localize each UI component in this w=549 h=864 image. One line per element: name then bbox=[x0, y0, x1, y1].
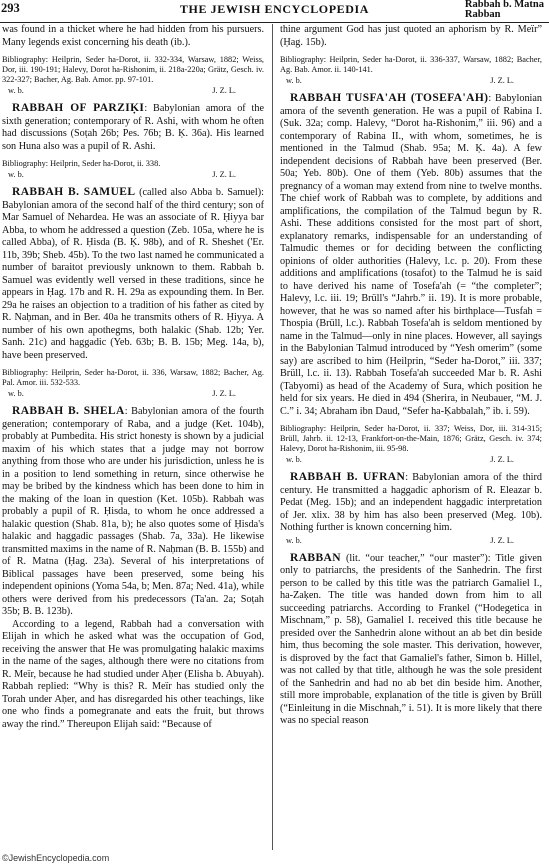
entry-title: RABBAH B. SHELA bbox=[12, 405, 125, 417]
entry-rabban bbox=[280, 552, 542, 728]
bibliography: Bibliography: Heilprin, Seder ha-Dorot, ii. 338. bbox=[2, 159, 161, 168]
signature-initials: w. b. bbox=[8, 86, 24, 95]
signature bbox=[2, 85, 264, 96]
bibliography: Bibliography: Heilprin, Seder ha-Dorot, ii. 337; Weiss, Dor, iii. 314-315; Brüll, Jahrb. ii. 12-13, Frankfort-on-the-Main, 1876; Grätz, Gesch. iv. 374; Halevy, Dorot ha-Rishonim, iii. 95-98. bbox=[280, 424, 542, 453]
entry-title: RABBAH TUSFA'AH (TOSEFA'AH) bbox=[290, 92, 489, 104]
entry-title: RABBAH B. UFRAN bbox=[290, 471, 406, 483]
left-column bbox=[2, 24, 264, 731]
signature-author: J. Z. L. bbox=[212, 86, 236, 95]
signature bbox=[280, 454, 542, 465]
column-divider bbox=[272, 24, 273, 850]
signature bbox=[2, 169, 264, 180]
running-head-line-2: Rabban bbox=[464, 9, 501, 20]
signature bbox=[2, 388, 264, 399]
signature-initials: w. b. bbox=[286, 76, 302, 85]
paragraph: was found in a thicket where he had hidden from his pursuers. Many legends exist concerning his death (ib.). bbox=[2, 24, 264, 48]
entry-rabbah-b-samuel bbox=[2, 186, 264, 362]
entry-text: : Babylonian amora of the seventh generation. He was a pupil of Rabina I. (Suk. 32a; comp. Halevy, “Dorot ha-Rishonim,” iii. 96) and a contemporary of Rabina II., with whom, sometimes, he is mentioned in the Talmud (Shab. 95a; M. Ḳ. 4a). A few independent decisions of Rabbah have been preserved (Ber. 50a; Yeb. 80b). One of them (Yeb. 80b) assumes that the pregnancy of a woman may extend from nine to twelve months. The chief work of Rabbah was to complete, by additions and amplifications, the compilation of the Talmud begun by R. Ashi. These additions consisted for the most part of short, explanatory remarks, indispensable for an understanding of Talmudic themes or for deciding between the conflicting opinions of older authorities (Halevy, l.c. p. 20). From these additions and amplifications (tosafot) to the Talmud he is said to have derived his name of Tosefa'ah (= “the completer”; Halevy, l.c. iii. 19; Brüll's “Jahrb.” ii. 19). It is more probable, however, that he was so named after his birthplace—Tusfah = Thospia (Brüll, l.c.). Rabbah Tosefa'ah is seldom mentioned by name in the Talmud—only in nine places. However, all sayings in the Babylonian Talmud introduced by “Yesh omerim” (some say) are ascribed to him (Heilprin, “Seder ha-Dorot,” iii. 337; Brüll, l.c. ii. 13). Rabbah Tosefa'ah succeeded Mar b. R. Ashi (Tabyomi) as head of the Academy of Sura, which position he held for six years. He died in 494 (Sherira, in Neubauer, “M. J. C.” i. 34; Abraham ibn Daud, “Sefer ha-Ḳabbalah,” ib. i. 59). bbox=[280, 93, 542, 417]
entry-rabbah-of-parziki bbox=[2, 102, 264, 153]
signature-author: J. Z. L. bbox=[490, 455, 514, 464]
entry-text: : Babylonian amora of the sixth generation; contemporary of R. Ashi, with whom he often had discussions (Soṭah 26b; Pes. 76b; B. Ḳ. 36a). His learned son Huna also was a pupil of R. Ashi. bbox=[2, 103, 264, 152]
entry-rabbah-b-shela bbox=[2, 405, 264, 619]
entry-title: RABBAH OF PARZIḲI bbox=[12, 102, 145, 114]
entry-text: : Babylonian amora of the third century. He transmitted a haggadic aphorism of R. Eleazar b. Pedat (Meg. 15b); and an independent haggadic interpretation of Jer. xlix. 38 by him has also been preserved (Meg. 10b). Nothing further is known concerning him. bbox=[280, 472, 542, 533]
signature bbox=[280, 75, 542, 86]
bibliography: Bibliography: Heilprin, Seder ha-Dorot, ii. 336, Warsaw, 1882; Bacher, Ag. Pal. Amor. iii. 532-533. bbox=[2, 368, 264, 387]
page-header bbox=[0, 0, 549, 24]
entry-text: (lit. “our teacher,” “our master”): Title given only to patriarchs, the presidents of the Sanhedrin. The first person to be called by this title was the patriarch Gamaliel I., ha-Zaḳen. The title was handed down from him to all succeeding patriarchs. According to Frankel (“Hodegetica in Mischnam,” p. 58), Gamaliel I. received this title because he presided over the Sanhedrin alone without an ab bet din beside him, thus becoming the sole master. This derivation, however, is disproved by the fact that Gamaliel's father, Simon b. Hillel, was not called by that title, although he was the sole president of the Sanhedrin and had no ab bet din beside him. Another, still more improbable, explanation of the title is given by Brüll (“Einleitung in die Mischnah,” i. 51). It is more likely that there was no special reason bbox=[280, 552, 542, 726]
entry-rabbah-tusfaah bbox=[280, 92, 542, 418]
right-column bbox=[280, 24, 542, 728]
running-head bbox=[465, 0, 544, 20]
running-head-line-1: Rabbah b. Matna bbox=[464, 0, 544, 10]
signature-initials: w. b. bbox=[286, 455, 302, 464]
signature-author: J. Z. L. bbox=[212, 389, 236, 398]
running-title: THE JEWISH ENCYCLOPEDIA bbox=[179, 2, 370, 16]
entry-rabbah-b-ufran bbox=[280, 471, 542, 535]
entry-text: (called also Abba b. Samuel): Babylonian amora of the second half of the third century; son of Mar Samuel of Nehardea. He was an associate of R. Ḥiyya bar Abba, to whom he addressed a question (Zeb. 105a, where he is called Abba), of R. Ḥisda (B. Ḳ. 98b), and of R. Sheshet ('Er. 11b, 39b; Sheb. 45b). To the two last named he communicated a number of baraitot previously unknown to them. Rabbah b. Samuel was evidently well versed in these traditions, since he appears in Ḥag. 17b and R. H. 29a as expounding them. In Ber. 29a he raises an objection to a tradition of his father as cited by R. Naḥman, and in Ber. 40a he transmits others of R. Ḥiyya. A number of his own apothegms, both halakic (Shab. 12b; Yer. Sanh. 21c) and haggadic (Yeb. 63b; B. B. 15b; Meg. 14a, b), have been preserved. bbox=[2, 187, 264, 361]
footer-text: JewishEncyclopedia.com bbox=[8, 853, 110, 863]
entry-title: RABBAH B. SAMUEL bbox=[12, 186, 136, 198]
signature-author: J. Z. L. bbox=[490, 76, 514, 85]
page-number: 293 bbox=[1, 1, 20, 15]
signature bbox=[280, 535, 542, 546]
entry-title: RABBAN bbox=[290, 551, 341, 564]
signature-initials: w. b. bbox=[8, 170, 24, 179]
paragraph: thine argument God has just quoted an aphorism by R. Meïr” (Ḥag. 15b). bbox=[280, 24, 542, 48]
signature-author: J. Z. L. bbox=[490, 535, 514, 545]
bibliography: Bibliography: Heilprin, Seder ha-Dorot, ii. 332-334, Warsaw, 1882; Weiss, Dor, iii. 190-191; Halevy, Dorot ha-Rishonim, ii. 218a-220a; Grätz, Gesch. iv. 322-327; Bacher, Ag. Bab. Amor. pp. 97-101. bbox=[2, 55, 264, 84]
entry-text: : Babylonian amora of the fourth generation; contemporary of Raba, and a judge (Ket. 104b), probably at Pumbedita. His strict honesty is shown by a judicial maxim of his which states that a judge may not borrow anything from those who are under his jurisdiction, unless he is in a position to lend something in return, since otherwise he may be bribed by the kindness which has been done to him in the making of the loan in question (Ket. 105b). Rabbah was probably a pupil of R. Ḥisda, to whom he once addressed a halakic question (Shab. 81a, b); he also quotes some of Ḥisda's halakic and haggadic passages (Shab. 7a, 33a). He likewise transmitted maxims in the name of R. Naḥman (B. B. 155b) and of R. Matna (Ḥag. 23a). Several of his interpretations of Biblical passages have been preserved, some being his independent opinions (Yoma 54a, b; Men. 87a; Ned. 41a), while others were derived from his predecessors (Ta'an. 2a; Soṭah 35b; B. B. 123b). bbox=[2, 406, 264, 617]
paragraph: According to a legend, Rabbah had a conversation with Elijah in which he asked what was the occupation of God, receiving the answer that He was promulgating halakic maxims in the name of the sages, although there were no citations from R. Meïr, because he had studied under Aḥer (Elisha b. Abuyah). Rabbah replied: “Why is this? R. Meïr has studied only the Torah under Aḥer, and has disregarded his other teachings, like one who finds a pomegranate and eats the fruit, but throws away the rind.” Thereupon Elijah said: “Because of bbox=[2, 618, 264, 730]
header-rule bbox=[0, 22, 549, 23]
bibliography: Bibliography: Heilprin, Seder ha-Dorot, ii. 336-337, Warsaw, 1882; Bacher, Ag. Bab. Amor. ii. 140-141. bbox=[280, 55, 542, 74]
signature-initials: w. b. bbox=[286, 535, 302, 545]
footer-source bbox=[2, 853, 109, 863]
signature-initials: w. b. bbox=[8, 389, 24, 398]
signature-author: J. Z. L. bbox=[212, 170, 236, 179]
